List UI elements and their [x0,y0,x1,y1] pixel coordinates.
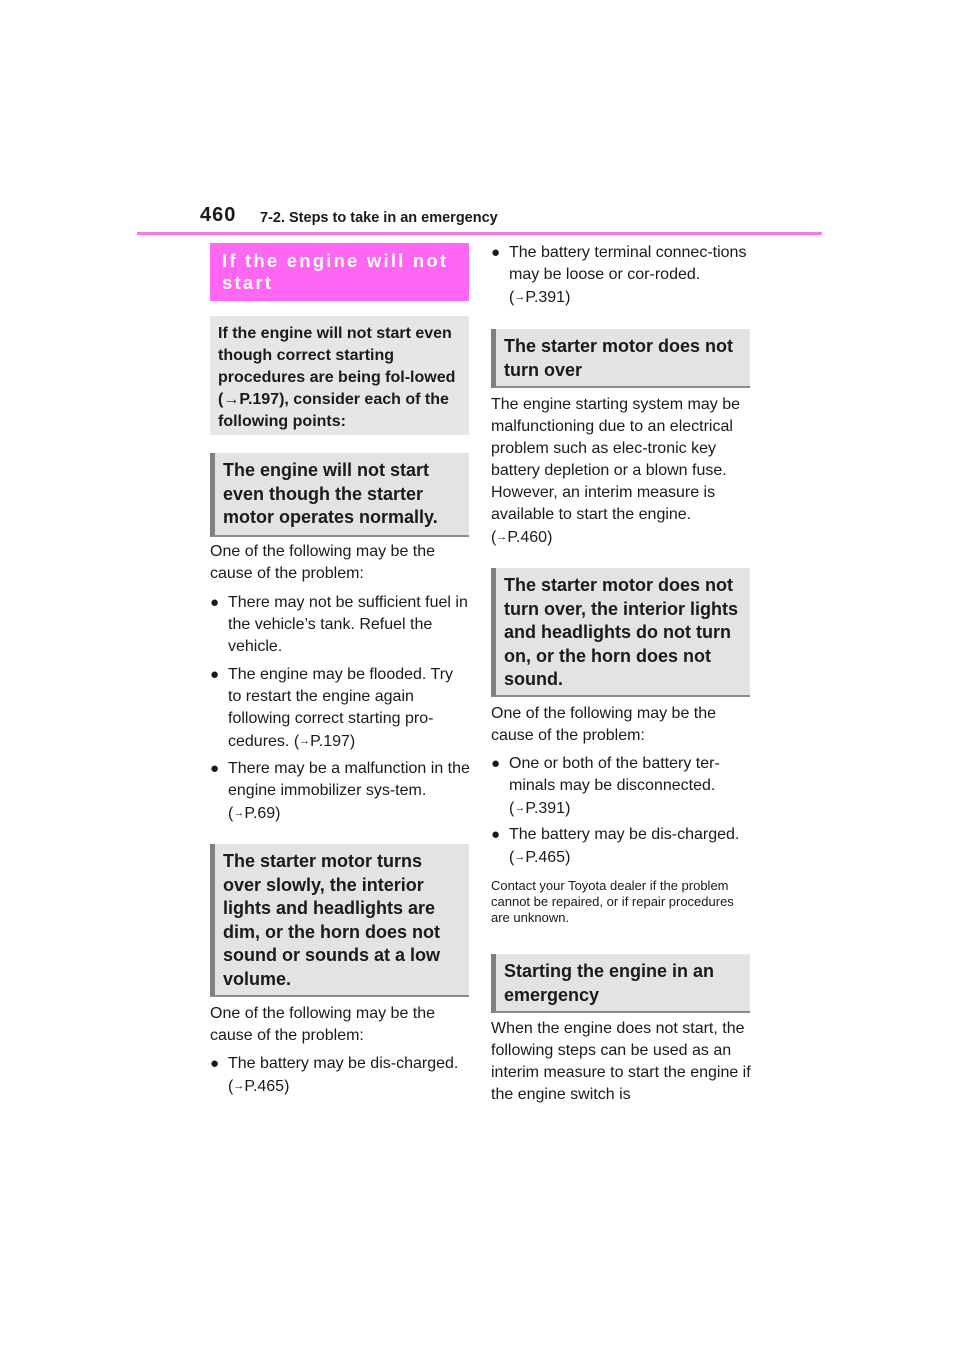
subheading-starter-not-turn: The starter motor does not turn over [491,329,750,388]
section-title: 7-2. Steps to take in an emergency [260,210,498,226]
paragraph-cause: One of the following may be the cause of the problem: [210,543,436,582]
bullet-terminals-disconnected: ● One or both of the battery ter-minals may be disconnected. (→P.391) [491,755,720,817]
subheading-emergency-start: Starting the engine in an emergency [491,954,750,1013]
arrow-icon: → [514,802,526,814]
arrow-icon: → [514,851,526,863]
intro-box [210,316,469,435]
header-rule [137,232,822,235]
subheading-starter-slow: The starter motor turns over slowly, the interior lights and headlights are dim, or the horn does not sound or sounds at a low volume. [210,844,469,997]
arrow-icon: → [233,1080,245,1092]
page-number: 460 [200,204,237,226]
paragraph-cause: One of the following may be the cause of the problem: [210,1005,436,1044]
intro-text: If the engine will not start even though correct starting procedures are being fol-lowed (→P.197), consider each of the following points: [218,325,456,430]
page-ref-link[interactable]: P.391) [525,289,571,306]
page-ref-link[interactable]: P.69) [244,805,281,822]
bullet-flooded: ● The engine may be flooded. Try to restart the engine again following correct starting pro-cedures. (→P.197) [210,666,454,750]
paragraph-starting-system: The engine starting system may be malfunctioning due to an electrical problem such as elec-tronic key battery depletion or a blown fuse. However, an interim measure is available to start the engine. (→P.460) [491,396,741,546]
arrow-icon: → [514,291,526,303]
arrow-icon: → [496,531,508,543]
chapter-heading: If the engine will not start [210,243,469,301]
paragraph-emergency: When the engine does not start, the following steps can be used as an interim measure to start the engine if the engine switch is [491,1020,751,1103]
page-ref-link[interactable]: P.460) [507,529,553,546]
bullet-icon: ● [210,666,220,683]
paragraph-cause: One of the following may be the cause of the problem: [491,705,717,744]
page-ref-link[interactable]: P.391) [525,800,571,817]
bullet-icon: ● [491,755,501,772]
arrow-icon: → [233,807,245,819]
bullet-icon: ● [210,760,220,777]
bullet-icon: ● [210,1055,220,1072]
subheading-starter-normal: The engine will not start even though the starter motor operates normally. [210,453,469,537]
bullet-immobilizer: ● There may be a malfunction in the engine immobilizer sys-tem. (→P.69) [210,760,470,822]
bullet-battery-discharged: ● The battery may be dis-charged. (→P.465) [491,826,740,866]
bullet-terminal: ● The battery terminal connec-tions may be loose or cor-roded. (→P.391) [491,244,747,306]
page-header [200,204,820,232]
bullet-icon: ● [491,244,501,261]
dealer-note: Contact your Toyota dealer if the problem cannot be repaired, or if repair procedures are unknown. [491,878,734,925]
arrow-icon: → [299,735,311,747]
subheading-no-power: The starter motor does not turn over, the interior lights and headlights do not turn on, or the horn does not sound. [491,568,750,697]
page-ref-link[interactable]: P.465) [525,849,571,866]
page-ref-link[interactable]: P.197) [310,733,356,750]
bullet-fuel: ● There may not be sufficient fuel in the vehicle’s tank. Refuel the vehicle. [210,594,468,655]
bullet-icon: ● [210,594,220,611]
bullet-icon: ● [491,826,501,843]
bullet-battery-discharged: ● The battery may be dis-charged. (→P.465) [210,1055,459,1095]
page-ref-link[interactable]: P.465) [244,1078,290,1095]
